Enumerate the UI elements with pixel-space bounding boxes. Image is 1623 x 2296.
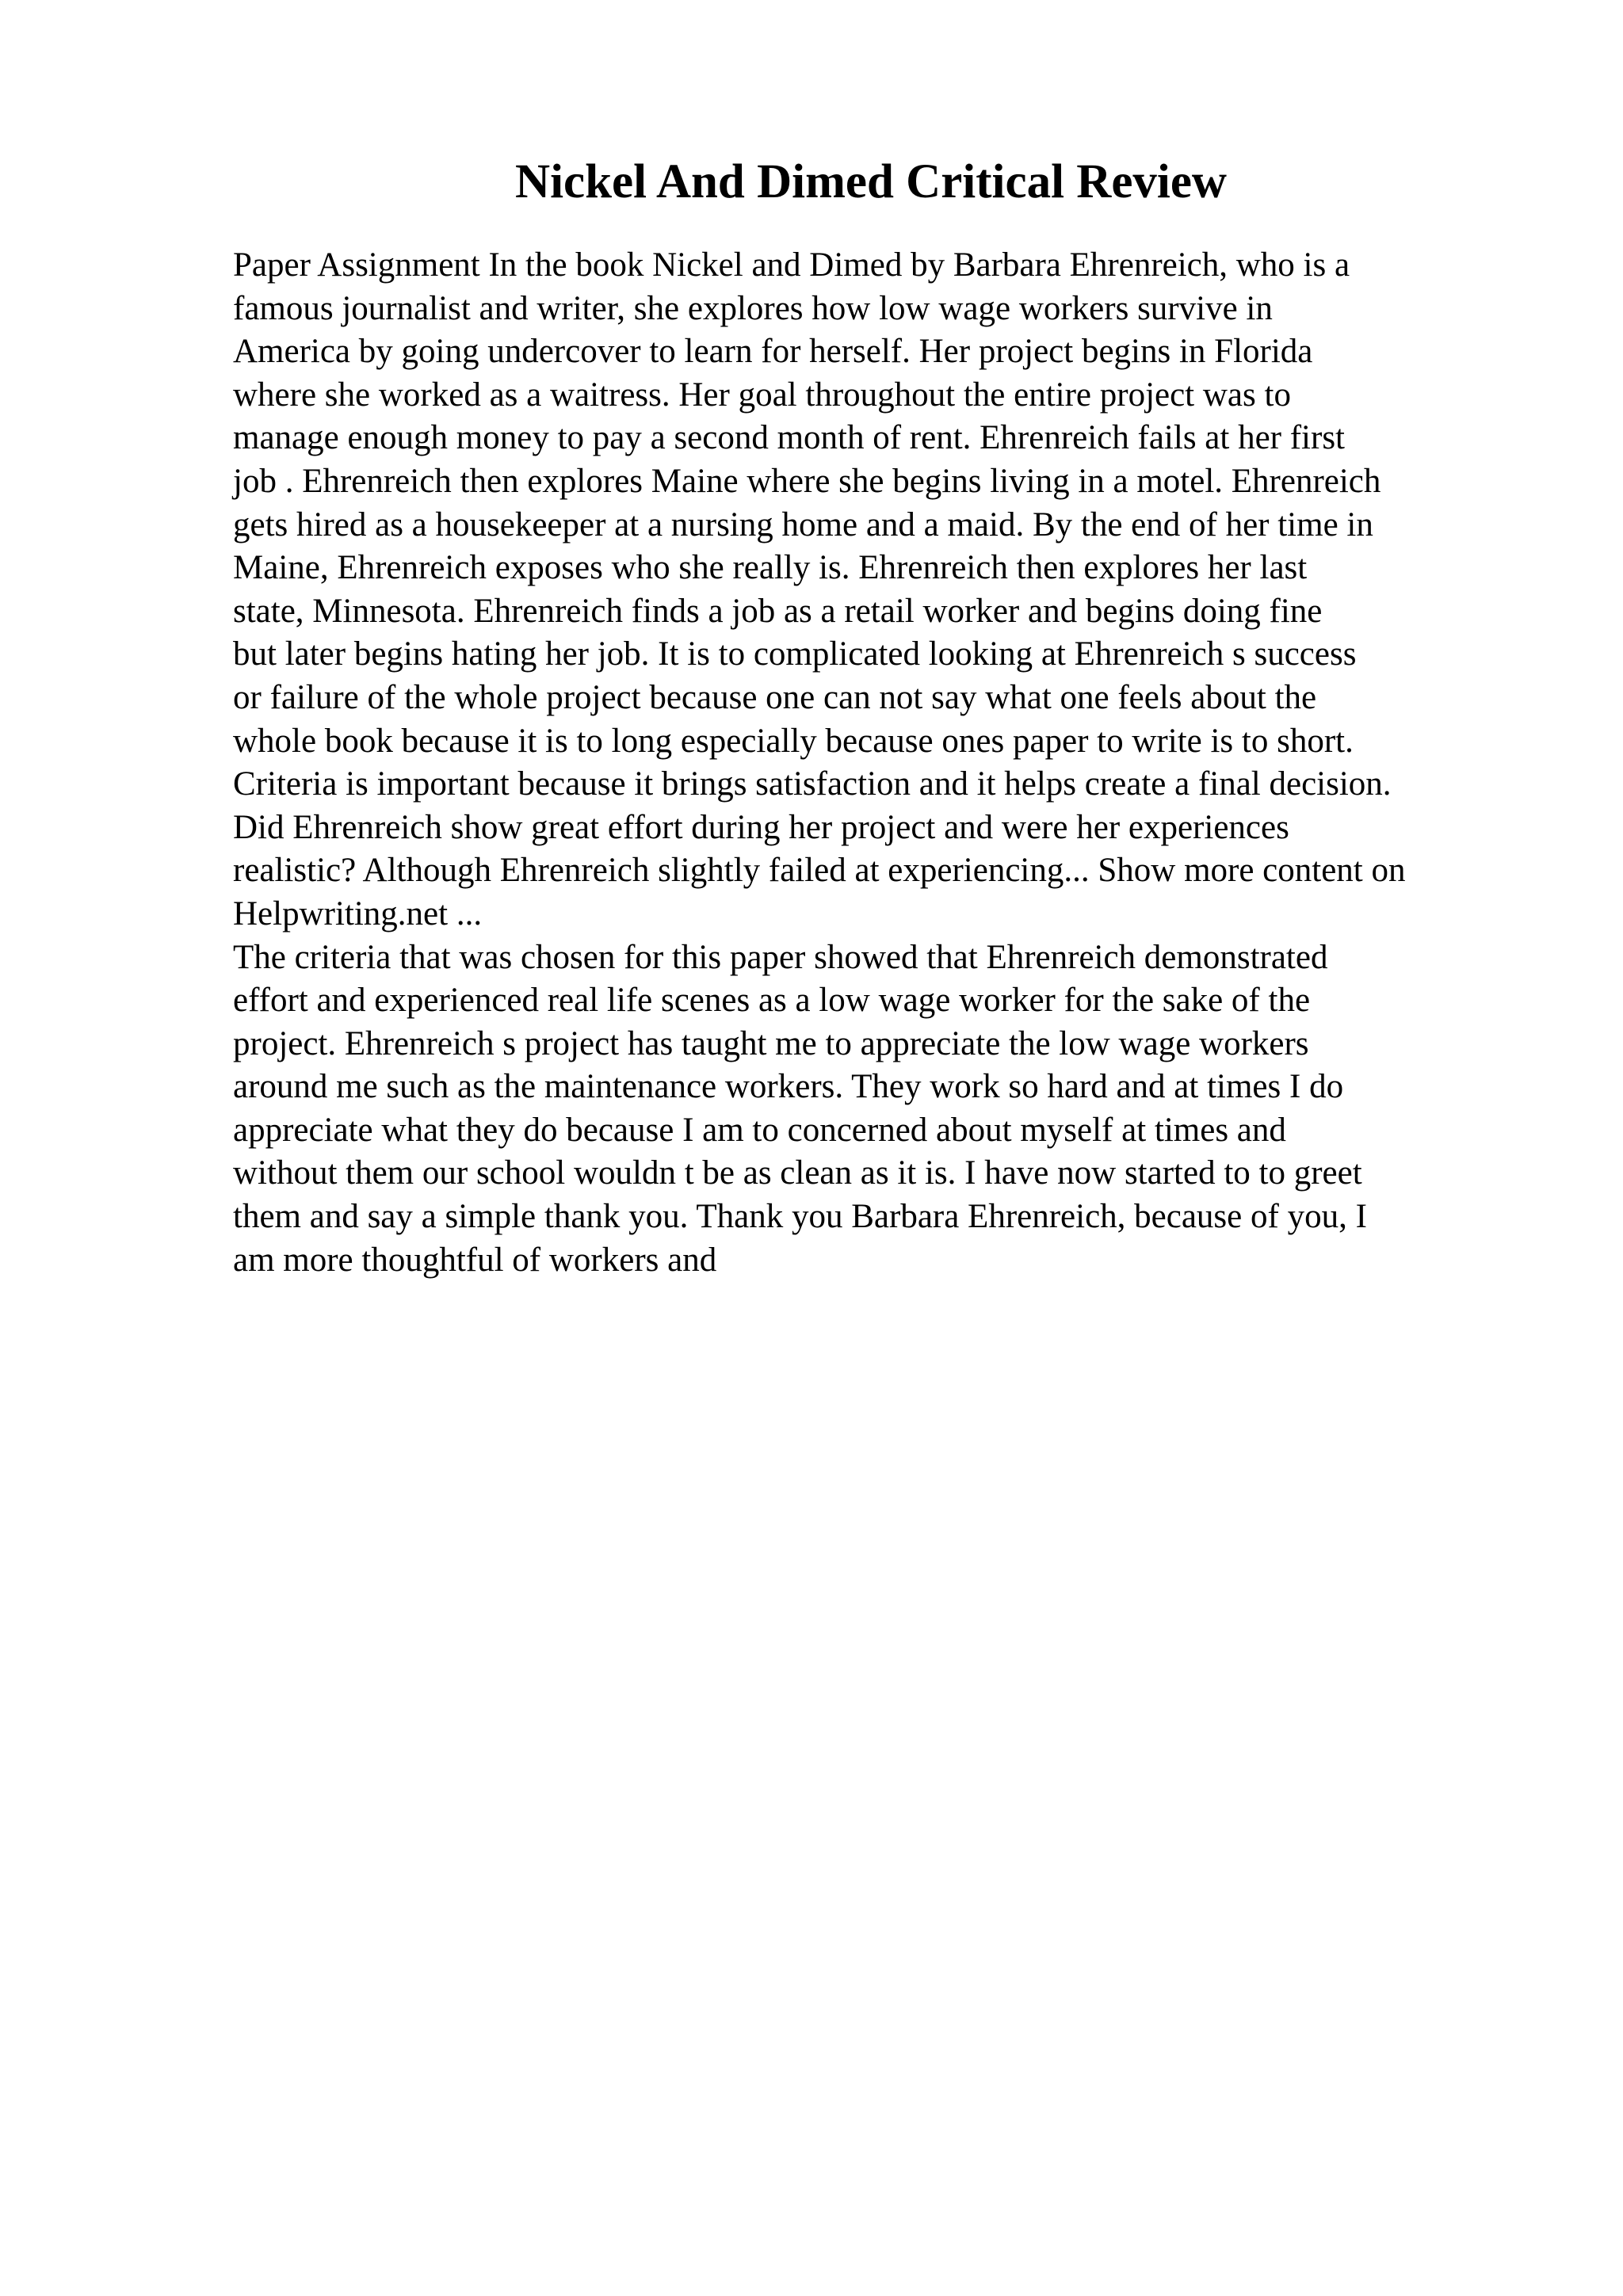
- body-line: The criteria that was chosen for this paper showed that Ehrenreich demonstrated: [233, 938, 1328, 976]
- body-line: around me such as the maintenance workers. They work so hard and at times I do: [233, 1068, 1344, 1106]
- body-line: appreciate what they do because I am to concerned about myself at times and: [233, 1111, 1286, 1149]
- body-line: whole book because it is to long especially because ones paper to write is to short.: [233, 722, 1354, 760]
- body-line: Helpwriting.net ...: [233, 894, 483, 933]
- body-line: realistic? Although Ehrenreich slightly failed at experiencing... Show more content on: [233, 852, 1406, 890]
- document-title: Nickel And Dimed Critical Review: [515, 155, 1227, 208]
- body-line: famous journalist and writer, she explores how low wage workers survive in: [233, 289, 1273, 327]
- body-line: without them our school wouldn t be as clean as it is. I have now started to to greet: [233, 1154, 1362, 1192]
- body-line: America by going undercover to learn for herself. Her project begins in Florida: [233, 333, 1313, 371]
- body-line: state, Minnesota. Ehrenreich finds a job as a retail worker and begins doing fine: [233, 592, 1323, 630]
- body-line: them and say a simple thank you. Thank you Barbara Ehrenreich, because of you, I: [233, 1198, 1367, 1236]
- body-line: or failure of the whole project because one can not say what one feels about the: [233, 678, 1317, 716]
- body-line: effort and experienced real life scenes as a low wage worker for the sake of the: [233, 982, 1311, 1020]
- body-line: manage enough money to pay a second month of rent. Ehrenreich fails at her first: [233, 419, 1346, 457]
- body-line: gets hired as a housekeeper at a nursing home and a maid. By the end of her time in: [233, 505, 1373, 543]
- body-line: job . Ehrenreich then explores Maine where she begins living in a motel. Ehrenreich: [233, 462, 1381, 500]
- body-line: Paper Assignment In the book Nickel and Dimed by Barbara Ehrenreich, who is a: [233, 246, 1350, 284]
- document-body: [233, 244, 1612, 1282]
- body-line: am more thoughtful of workers and: [233, 1241, 717, 1279]
- body-line: where she worked as a waitress. Her goal throughout the entire project was to: [233, 376, 1291, 414]
- body-line: Did Ehrenreich show great effort during her project and were her experiences: [233, 808, 1289, 846]
- body-line: project. Ehrenreich s project has taught me to appreciate the low wage workers: [233, 1024, 1309, 1062]
- body-line: Maine, Ehrenreich exposes who she really is. Ehrenreich then explores her last: [233, 549, 1308, 587]
- body-line: Criteria is important because it brings satisfaction and it helps create a final decision.: [233, 765, 1392, 803]
- body-line: but later begins hating her job. It is to complicated looking at Ehrenreich s success: [233, 635, 1357, 673]
